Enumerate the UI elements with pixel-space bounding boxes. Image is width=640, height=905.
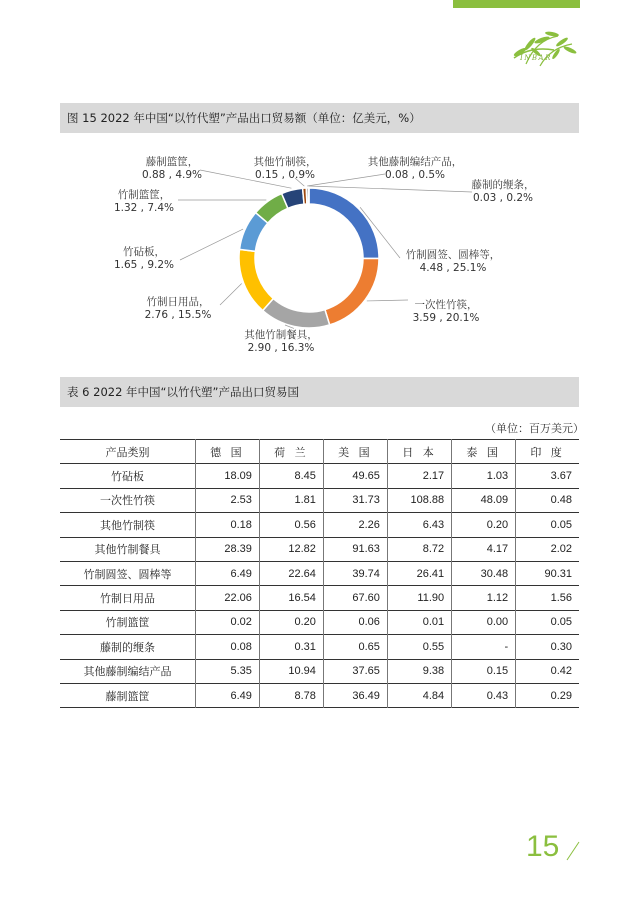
slice-label: 其他藤制编结产品， 0.08 , 0.5% (367, 156, 463, 181)
table-row (60, 635, 579, 659)
leader-line (307, 174, 385, 186)
table-cell: 2.17 (387, 464, 451, 488)
column-header: 德 国 (195, 440, 259, 464)
table-cell: 31.73 (323, 488, 387, 512)
table-cell: 2.26 (323, 513, 387, 537)
table-cell: 0.42 (516, 659, 579, 683)
column-header: 荷 兰 (259, 440, 323, 464)
table-cell: 11.90 (387, 586, 451, 610)
donut-slice (239, 249, 273, 310)
table-cell: - (452, 635, 516, 659)
row-label: 其他竹制餐具 (94, 543, 161, 557)
row-label: 竹制日用品 (99, 592, 155, 606)
page-slash-icon (565, 834, 581, 862)
table-row (60, 586, 579, 610)
slice-label: 其他竹制餐具， 2.90 , 16.3% (244, 329, 318, 354)
leader-line (309, 186, 472, 192)
row-label: 其他竹制筷 (99, 518, 155, 532)
donut-slice (308, 188, 309, 204)
table-unit-note: （单位：百万美元） (485, 422, 584, 435)
table-cell: 0.30 (516, 635, 579, 659)
table-cell: 0.65 (323, 635, 387, 659)
table-cell: 10.94 (259, 659, 323, 683)
table-cell: 37.65 (323, 659, 387, 683)
row-label: 藤制篮筐 (105, 689, 150, 703)
logo-text: INBAR (520, 54, 552, 62)
donut-slice (263, 299, 330, 328)
inbar-bamboo-logo-icon (506, 28, 580, 78)
slice-label: 其他竹制筷， 0.15 , 0.9% (253, 156, 317, 181)
page-number: 15 (526, 830, 560, 863)
table-cell: 0.29 (516, 683, 579, 707)
column-header: 产品类别 (105, 445, 150, 459)
table-cell: 0.05 (516, 610, 579, 634)
row-label: 竹砧板 (110, 470, 144, 484)
table-cell: 0.01 (387, 610, 451, 634)
table-cell: 22.06 (195, 586, 259, 610)
table-cell: 1.81 (259, 488, 323, 512)
table-cell: 1.12 (452, 586, 516, 610)
table-caption: 表 6 2022 年中国“以竹代塑”产品出口贸易国 (60, 377, 579, 407)
table-row (60, 537, 579, 561)
table-cell: 108.88 (387, 488, 451, 512)
table-cell: 0.02 (195, 610, 259, 634)
table-cell: 8.78 (259, 683, 323, 707)
column-header: 美 国 (323, 440, 387, 464)
table-cell: 0.18 (195, 513, 259, 537)
table-cell: 30.48 (452, 561, 516, 585)
table-row (60, 561, 579, 585)
slice-label: 竹制圆签、圆棒等， 4.48 , 25.1% (405, 249, 501, 274)
leader-line (367, 300, 408, 301)
table-cell: 67.60 (323, 586, 387, 610)
table-cell: 3.67 (516, 464, 579, 488)
table-cell: 0.55 (387, 635, 451, 659)
table-cell: 2.02 (516, 537, 579, 561)
table-row (60, 513, 579, 537)
table-cell: 48.09 (452, 488, 516, 512)
column-header: 印 度 (516, 440, 579, 464)
table-row (60, 464, 579, 488)
leader-line (180, 229, 243, 260)
donut-slice (325, 258, 379, 325)
table-cell: 0.15 (452, 659, 516, 683)
export-table (60, 439, 579, 708)
row-label: 竹制篮筐 (105, 616, 150, 630)
table-cell: 28.39 (195, 537, 259, 561)
table-cell: 1.03 (452, 464, 516, 488)
table-cell: 0.43 (452, 683, 516, 707)
table-cell: 90.31 (516, 561, 579, 585)
slice-label: 竹制日用品， 2.76 , 15.5% (144, 296, 212, 321)
table-row (60, 659, 579, 683)
slice-label: 藤制篮筐， 0.88 , 4.9% (141, 156, 203, 181)
table-cell: 49.65 (323, 464, 387, 488)
slice-label: 藤制的缏条， 0.03 , 0.2% (471, 179, 535, 204)
row-label: 其他藤制编结产品 (83, 665, 172, 679)
table-cell: 0.48 (516, 488, 579, 512)
table-cell: 0.20 (452, 513, 516, 537)
table-cell: 91.63 (323, 537, 387, 561)
table-cell: 0.20 (259, 610, 323, 634)
table-cell: 6.49 (195, 561, 259, 585)
table-header-row (60, 440, 579, 464)
table-cell: 0.05 (516, 513, 579, 537)
table-cell: 18.09 (195, 464, 259, 488)
table-cell: 12.82 (259, 537, 323, 561)
figure-caption: 图 15 2022 年中国“以竹代塑”产品出口贸易额（单位：亿美元，%） (60, 103, 579, 133)
top-accent-bar (453, 0, 580, 8)
column-header: 泰 国 (452, 440, 516, 464)
table-cell: 0.56 (259, 513, 323, 537)
row-label: 藤制的缏条 (99, 640, 155, 654)
table-cell: 16.54 (259, 586, 323, 610)
table-cell: 4.17 (452, 537, 516, 561)
table-cell: 0.00 (452, 610, 516, 634)
table-cell: 0.31 (259, 635, 323, 659)
donut-chart (60, 140, 579, 365)
table-cell: 22.64 (259, 561, 323, 585)
table-cell: 6.49 (195, 683, 259, 707)
table-cell: 0.08 (195, 635, 259, 659)
table-cell: 8.45 (259, 464, 323, 488)
slice-label: 一次性竹筷， 3.59 , 20.1% (412, 299, 480, 324)
leader-line (220, 284, 242, 305)
table-row (60, 683, 579, 707)
table-cell: 26.41 (387, 561, 451, 585)
row-label: 一次性竹筷 (99, 494, 155, 508)
row-label: 竹制圆签、圆棒等 (83, 567, 172, 581)
table-cell: 9.38 (387, 659, 451, 683)
table-cell: 4.84 (387, 683, 451, 707)
column-header: 日 本 (387, 440, 451, 464)
table-row (60, 610, 579, 634)
slice-label: 竹制篮筐， 1.32 , 7.4% (113, 189, 175, 214)
table-cell: 8.72 (387, 537, 451, 561)
table-cell: 5.35 (195, 659, 259, 683)
table-cell: 6.43 (387, 513, 451, 537)
table-cell: 0.06 (323, 610, 387, 634)
slice-label: 竹砧板， 1.65 , 9.2% (113, 246, 175, 271)
donut-slice (309, 188, 379, 258)
table-cell: 36.49 (323, 683, 387, 707)
table-cell: 1.56 (516, 586, 579, 610)
table-row (60, 488, 579, 512)
table-cell: 2.53 (195, 488, 259, 512)
table-cell: 39.74 (323, 561, 387, 585)
